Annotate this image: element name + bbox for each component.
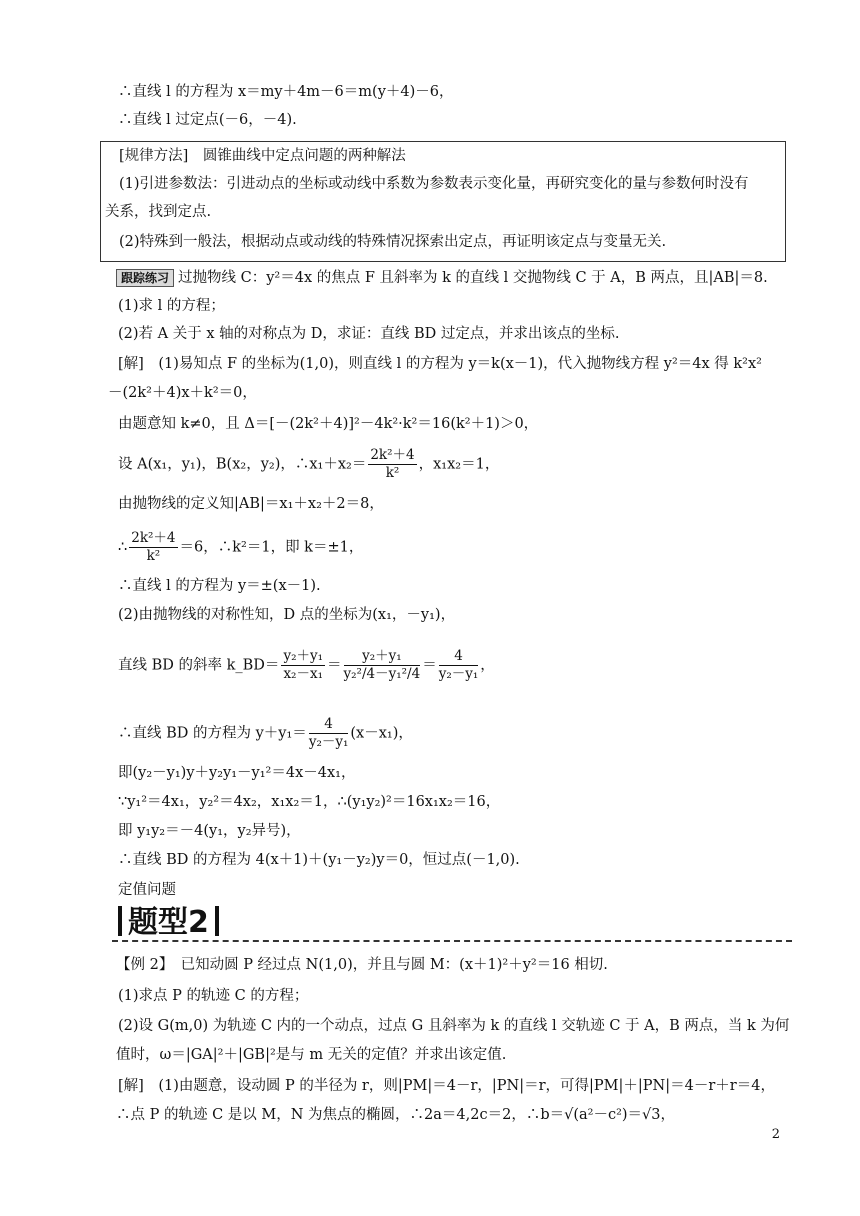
denominator: x₂－x₁ bbox=[283, 666, 323, 682]
formula-line bbox=[118, 648, 495, 683]
heading-text: 题型2 bbox=[128, 905, 209, 940]
fraction bbox=[344, 648, 421, 683]
text-line: ∴直线 l 的方程为 x＝my＋4m－6＝m(y＋4)－6， bbox=[118, 84, 454, 100]
method-title: [规律方法] 圆锥曲线中定点问题的两种解法 bbox=[119, 148, 406, 164]
fraction bbox=[368, 447, 416, 482]
text-line: －(2k²＋4)x＋k²＝0， bbox=[108, 385, 257, 401]
formula-text: 设 A(x₁，y₁)，B(x₂，y₂)，∴x₁＋x₂＝ bbox=[118, 456, 367, 473]
numerator: y₂＋y₁ bbox=[283, 648, 324, 664]
numerator: 2k²＋4 bbox=[370, 447, 415, 463]
fraction bbox=[281, 648, 325, 683]
heading-bar-left bbox=[118, 906, 122, 936]
text-line: (1)求 l 的方程； bbox=[118, 298, 225, 314]
dashed-divider bbox=[112, 940, 792, 942]
text-line: ∴直线 BD 的方程为 4(x＋1)＋(y₁－y₂)y＝0，恒过点(－1,0). bbox=[118, 852, 520, 868]
method-line: (2)特殊到一般法，根据动点或动线的特殊情况探索出定点，再证明该定点与变量无关. bbox=[119, 234, 667, 250]
practice-text: 过抛物线 C：y²＝4x 的焦点 F 且斜率为 k 的直线 l 交抛物线 C 于 A，B 两点，且|AB|＝8. bbox=[178, 270, 768, 286]
text-line: 值时，ω＝|GA|²＋|GB|²是与 m 无关的定值？并求出该定值. bbox=[116, 1047, 507, 1063]
text-line: 定值问题 bbox=[118, 882, 176, 898]
text-line: ∴点 P 的轨迹 C 是以 M，N 为焦点的椭圆，∴2a＝4,2c＝2，∴b＝√(a²－c²)＝√3， bbox=[116, 1107, 676, 1123]
formula-text: 直线 BD 的斜率 k_BD＝ bbox=[118, 657, 280, 674]
section-heading bbox=[112, 905, 225, 941]
denominator: y₂²/4－y₁²/4 bbox=[343, 666, 421, 682]
method-line: 关系，找到定点. bbox=[105, 204, 212, 220]
formula-text: ＝ bbox=[327, 657, 342, 674]
formula-text: ＝6，∴k²＝1，即 k＝±1， bbox=[179, 539, 364, 556]
numerator: 2k²＋4 bbox=[131, 530, 176, 546]
formula-text: ， bbox=[480, 657, 495, 674]
text-line: ∵y₁²＝4x₁，y₂²＝4x₂，x₁x₂＝1，∴(y₁y₂)²＝16x₁x₂＝16， bbox=[118, 794, 501, 810]
text-line: 即 y₁y₂＝－4(y₁，y₂异号)， bbox=[118, 823, 301, 839]
denominator: y₂－y₁ bbox=[308, 734, 349, 750]
practice-tag: 跟踪练习 bbox=[116, 269, 174, 287]
text-line: 由抛物线的定义知|AB|＝x₁＋x₂＋2＝8， bbox=[118, 496, 384, 512]
text-line: (2)若 A 关于 x 轴的对称点为 D，求证：直线 BD 过定点，并求出该点的坐标. bbox=[118, 326, 620, 342]
formula-text: ，x₁x₂＝1， bbox=[418, 456, 500, 473]
numerator: y₂＋y₁ bbox=[344, 648, 421, 666]
page-number: 2 bbox=[771, 1127, 780, 1142]
numerator: 4 bbox=[439, 648, 479, 666]
denominator: y₂－y₁ bbox=[438, 666, 479, 682]
formula-line bbox=[118, 716, 413, 751]
text-line: ∴直线 l 过定点(－6，－4). bbox=[118, 112, 297, 128]
formula-text: ∴ bbox=[118, 539, 128, 556]
formula-text: (x－x₁)， bbox=[350, 725, 413, 742]
example-title: 【例 2】 已知动圆 P 经过点 N(1,0)，并且与圆 M：(x＋1)²＋y²＝16 相切. bbox=[116, 957, 608, 973]
text-line: ∴直线 l 的方程为 y＝±(x－1). bbox=[118, 578, 321, 594]
heading-bar-right bbox=[215, 906, 219, 936]
text-line: [解] (1)易知点 F 的坐标为(1,0)，则直线 l 的方程为 y＝k(x－1)，代入抛物线方程 y²＝4x 得 k²x² bbox=[118, 356, 762, 372]
text-line: (2)由抛物线的对称性知，D 点的坐标为(x₁，－y₁)， bbox=[118, 607, 456, 623]
text-line: 即(y₂－y₁)y＋y₂y₁－y₁²＝4x－4x₁， bbox=[118, 765, 356, 781]
denominator: k² bbox=[385, 465, 400, 481]
fraction bbox=[309, 716, 349, 751]
denominator: k² bbox=[146, 548, 161, 564]
method-line: (1)引进参数法：引进动点的坐标或动线中系数为参数表示变化量，再研究变化的量与参数何时没有 bbox=[119, 176, 749, 192]
formula-text: ∴直线 BD 的方程为 y＋y₁＝ bbox=[118, 725, 307, 742]
formula-text: ＝ bbox=[422, 657, 437, 674]
formula-line bbox=[118, 447, 499, 482]
text-line: (1)求点 P 的轨迹 C 的方程； bbox=[118, 988, 309, 1004]
numerator: 4 bbox=[309, 716, 349, 734]
practice-question bbox=[116, 268, 768, 288]
fraction bbox=[439, 648, 479, 683]
text-line: 由题意知 k≠0，且 Δ＝[－(2k²＋4)]²－4k²·k²＝16(k²＋1)＞0， bbox=[118, 416, 539, 432]
text-line: [解] (1)由题意，设动圆 P 的半径为 r，则|PM|＝4－r，|PN|＝r，可得|PM|＋|PN|＝4－r＋r＝4， bbox=[118, 1078, 775, 1094]
fraction bbox=[129, 530, 177, 565]
method-box bbox=[100, 141, 786, 262]
text-line: (2)设 G(m,0) 为轨迹 C 内的一个动点，过点 G 且斜率为 k 的直线 l 交轨迹 C 于 A，B 两点，当 k 为何 bbox=[118, 1018, 790, 1034]
formula-line bbox=[118, 530, 363, 565]
